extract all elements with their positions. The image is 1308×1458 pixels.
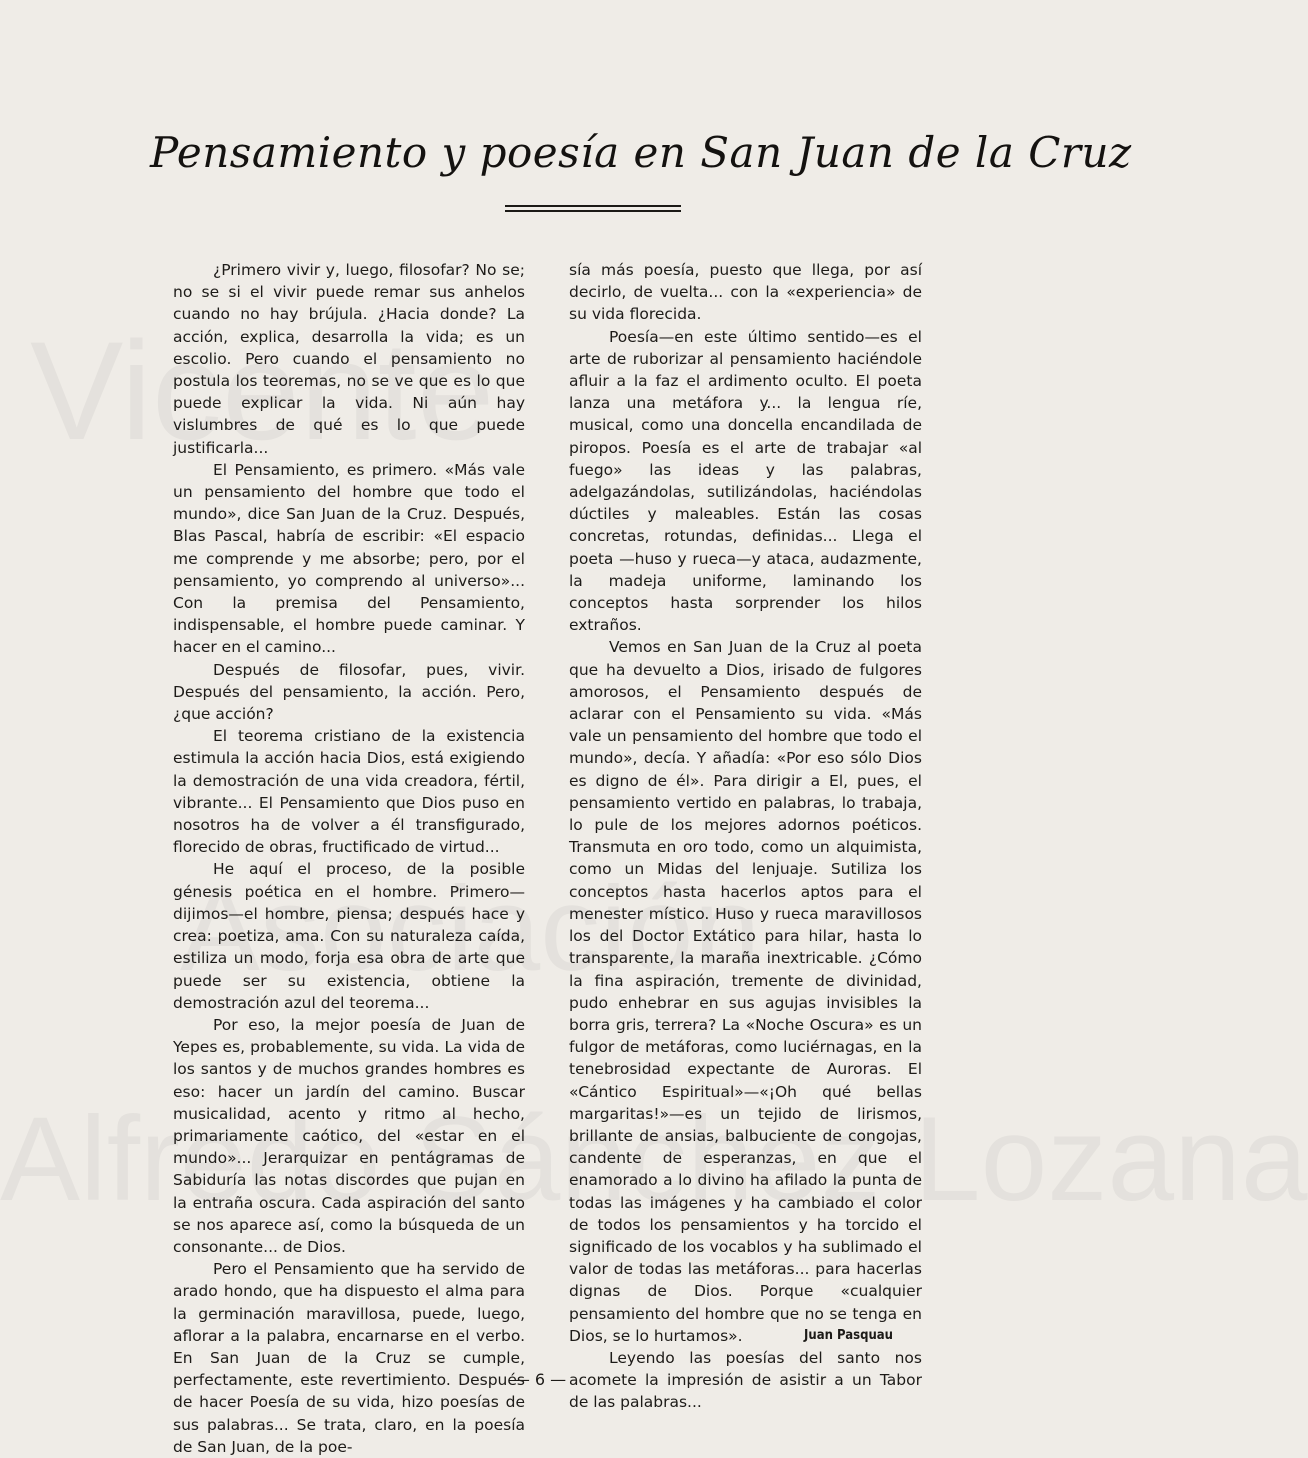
article-title: Pensamiento y poesía en San Juan de la Cruz (150, 128, 1132, 177)
paragraph: El Pensamiento, es primero. «Más vale un pensamiento del hombre que todo el mundo», dice San Juan de la Cruz. Después, Blas Pascal, habría de escribir: «El espacio me comprende y me absorbe; pero, por el pensamiento, yo comprendo al universo»... Con la premisa del Pensamiento, indispensable, el hombre puede caminar. Y hacer en el camino... (173, 460, 525, 657)
left-column (173, 259, 525, 1458)
page-number: — 6 — (513, 1370, 567, 1389)
title-rule-bottom (505, 210, 681, 212)
paragraph: Después de filosofar, pues, vivir. Después del pensamiento, la acción. Pero, ¿que acción? (173, 660, 525, 724)
right-column (569, 259, 922, 1414)
paragraph: sía más poesía, puesto que llega, por así decirlo, de vuelta... con la «experiencia» de su vida florecida. (569, 261, 922, 324)
paragraph: El teorema cristiano de la existencia estimula la acción hacia Dios, está exigiendo la demostración de una vida creadora, fértil, vibrante... El Pensamiento que Dios puso en nosotros ha de volver a él transfigurado, florecido de obras, fructificado de virtud... (173, 727, 525, 857)
paragraph: Poesía—en este último sentido—es el arte de ruborizar al pensamiento haciéndole afluir a la faz el ardimento oculto. El poeta lanza una metáfora y... la lengua ríe, musical, como una doncella encandilada de piropos. Poesía es el arte de trabajar «al fuego» las ideas y las palabras, adelgazándolas, sutilizándolas, haciéndolas dúctiles y maleables. Están las cosas concretas, rotundas, definidas... Llega el poeta —huso y rueca—y ataca, audazmente, la madeja uniforme, laminando los conceptos hasta sorprender los hilos extraños. (569, 327, 922, 635)
title-rule-top (505, 205, 681, 207)
paragraph: Pero el Pensamiento que ha servido de arado hondo, que ha dispuesto el alma para la germinación maravillosa, puede, luego, aflorar a la palabra, encarnarse en el verbo. En San Juan de la Cruz se cumple, perfectamente, este revertimiento. Después de hacer Poesía de su vida, hizo poesías de sus palabras... Se trata, claro, en la poesía de San Juan, de la poe- (173, 1260, 525, 1456)
paragraph: He aquí el proceso, de la posible génesis poética en el hombre. Primero—dijimos—el hombre, piensa; después hace y crea: poetiza, ama. Con su naturaleza caída, estiliza un modo, forja esa obra de arte que puede ser su existencia, obtiene la demostración azul del teorema... (173, 860, 525, 1012)
paragraph: Leyendo las poesías del santo nos acomete la impresión de asistir a un Tabor de las palabras... (569, 1348, 922, 1412)
author-signature: Juan Pasquau (804, 1328, 893, 1343)
paragraph: ¿Primero vivir y, luego, filosofar? No se; no se si el vivir puede remar sus anhelos cuando no hay brújula. ¿Hacia donde? La acción, explica, desarrolla la vida; es un escolio. Pero cuando el pensamiento no postula los teoremas, no se ve que es lo que puede explicar la vida. Ni aún hay vislumbres de qué es lo que puede justificarla... (173, 261, 525, 457)
paragraph: Vemos en San Juan de la Cruz al poeta que ha devuelto a Dios, irisado de fulgores amorosos, el Pensamiento después de aclarar con el Pensamiento su vida. «Más vale un pensamiento del hombre que todo el mundo», decía. Y añadía: «Por eso sólo Dios es digno de él». Para dirigir a El, pues, el pensamiento vertido en palabras, lo trabaja, lo pule de los mejores adornos poéticos. Transmuta en oro todo, como un alquimista, como un Midas del lenjuaje. Sutiliza los conceptos hasta hacerlos aptos para el menester místico. Huso y rueca maravillosos los del Doctor Extático para hilar, hasta lo transparente, la maraña inextricable. ¿Cómo la fina aspiración, tremente de divinidad, pudo enhebrar en sus agujas invisibles la borra gris, terrera? La «Noche Oscura» es un fulgor de metáforas, como luciérnagas, en la tenebrosidad expectante de Auroras. El «Cántico Espiritual»—«¡Oh qué bellas margaritas!»—es un tejido de lirismos, brillante de ansias, balbuciente de congojas, candente de esperanzas, en que el enamorado a lo divino ha afilado la punta de todas las imágenes y ha cambiado el color de todos los pensamientos y ha torcido el significado de los vocablos y ha sublimado el valor de todas las metáforas... para hacerlas dignas de Dios. Porque «cualquier pensamiento del hombre que no se tenga en Dios, se lo hurtamos». (569, 638, 922, 1345)
paragraph: Por eso, la mejor poesía de Juan de Yepes es, probablemente, su vida. La vida de los santos y de muchos grandes hombres es eso: hacer un jardín del camino. Buscar musicalidad, acento y ritmo al hecho, primariamente caótico, del «estar en el mundo»... Jerarquizar en pentágramas de Sabiduría las notas discordes que pujan en la entraña oscura. Cada aspiración del santo se nos aparece así, como la búsqueda de un consonante... de Dios. (173, 1015, 525, 1256)
